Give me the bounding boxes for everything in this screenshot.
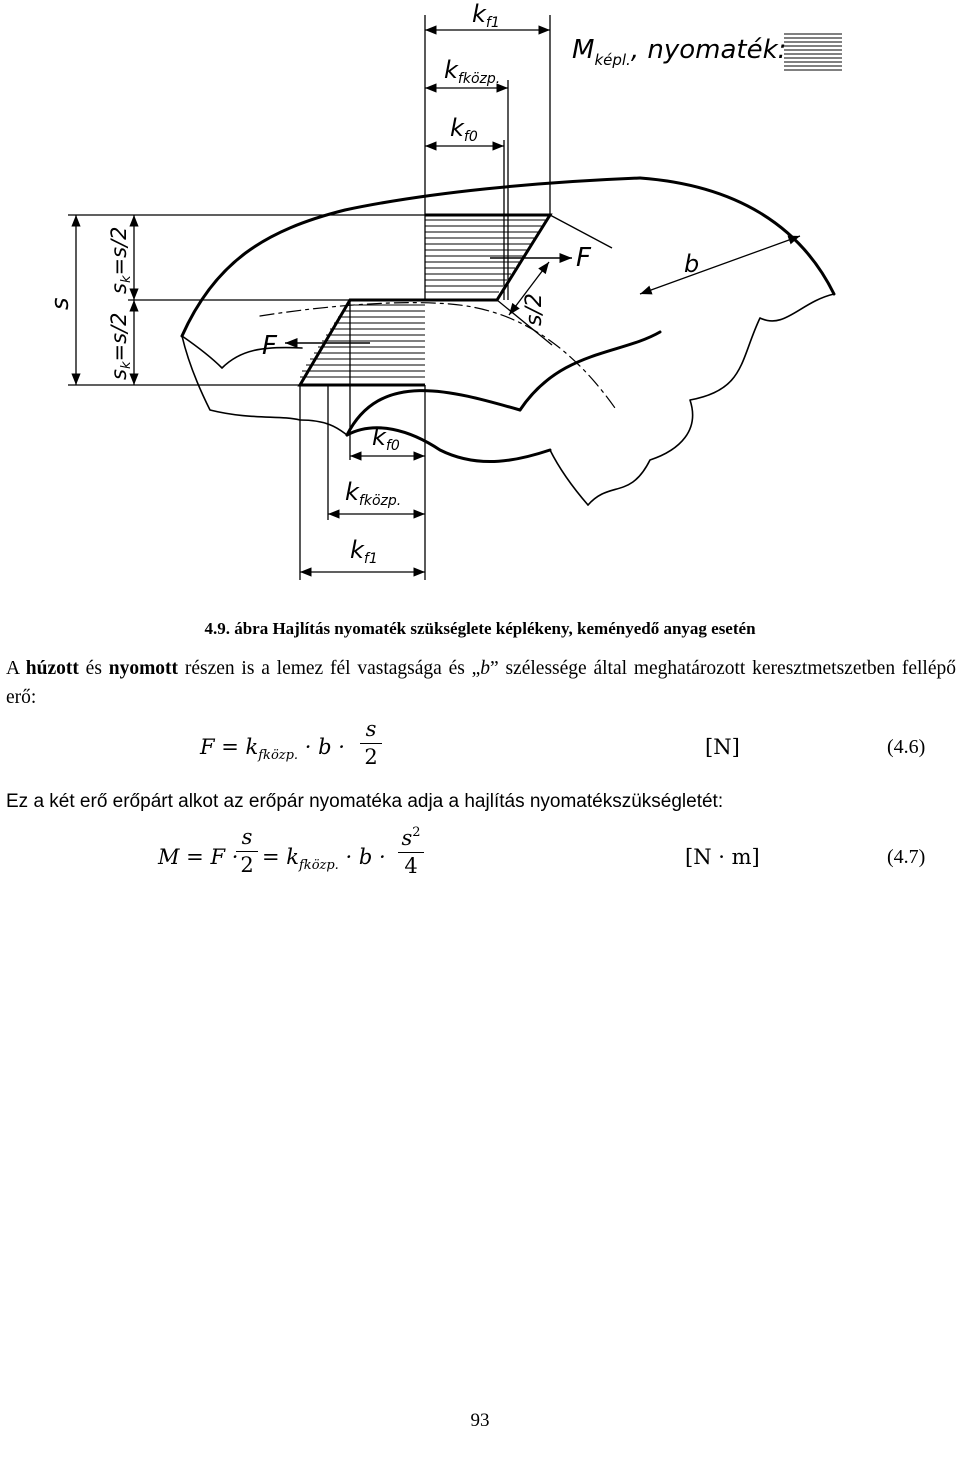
label-kf1-top: $k_{f1}$ (472, 0, 500, 31)
label-force-right: F (576, 243, 591, 273)
label-moment: $M_{képl.}$, nyomaték: (572, 35, 787, 69)
label-s: s (46, 297, 74, 310)
paragraph-moment: Ez a két erő erőpárt alkot az erőpár nyomatéka adja a hajlítás nyomatékszükségletét: (6, 791, 724, 812)
figure-caption: 4.9. ábra Hajlítás nyomaték szükséglete képlékeny, keményedő anyag esetén (204, 619, 756, 638)
label-kf0-bottom: $k_{f0}$ (372, 423, 400, 454)
page-number: 93 (470, 1410, 490, 1431)
label-s-half: s/2 (522, 293, 547, 326)
dimension-lines (68, 15, 800, 580)
label-kfkozp-bottom: $k_{fközp.}$ (345, 478, 402, 509)
label-kf1-bottom: $k_{f1}$ (350, 536, 378, 567)
label-kfkozp-top: $k_{fközp.}$ (444, 56, 501, 87)
label-width-b: b (684, 250, 700, 278)
label-sk-lower: sk=s/2 (107, 312, 134, 380)
equation-4-7: M = F · s 2 = $k_{fközp.} \cdot b$ · $s^2$ 4 [N · m] (4.7) (158, 825, 926, 879)
paragraph-forces: A húzott és nyomott részen is a lemez fél vastagsága és „b” szélessége által meghatározott keresztmetszetben fellépő erő: (6, 658, 956, 708)
label-force-left: F (262, 331, 277, 361)
bending-moment-figure (0, 0, 960, 600)
moment-legend-hatch (784, 34, 842, 70)
label-sk-upper: sk=s/2 (107, 226, 134, 294)
equation-4-6: $F = k_{fközp.} \cdot b$ · s 2 [N] (4.6) (200, 717, 926, 770)
bold-compressed: nyomott (108, 658, 179, 679)
bold-tensioned: húzott (25, 658, 79, 679)
label-kf0-top: $k_{f0}$ (450, 114, 478, 145)
